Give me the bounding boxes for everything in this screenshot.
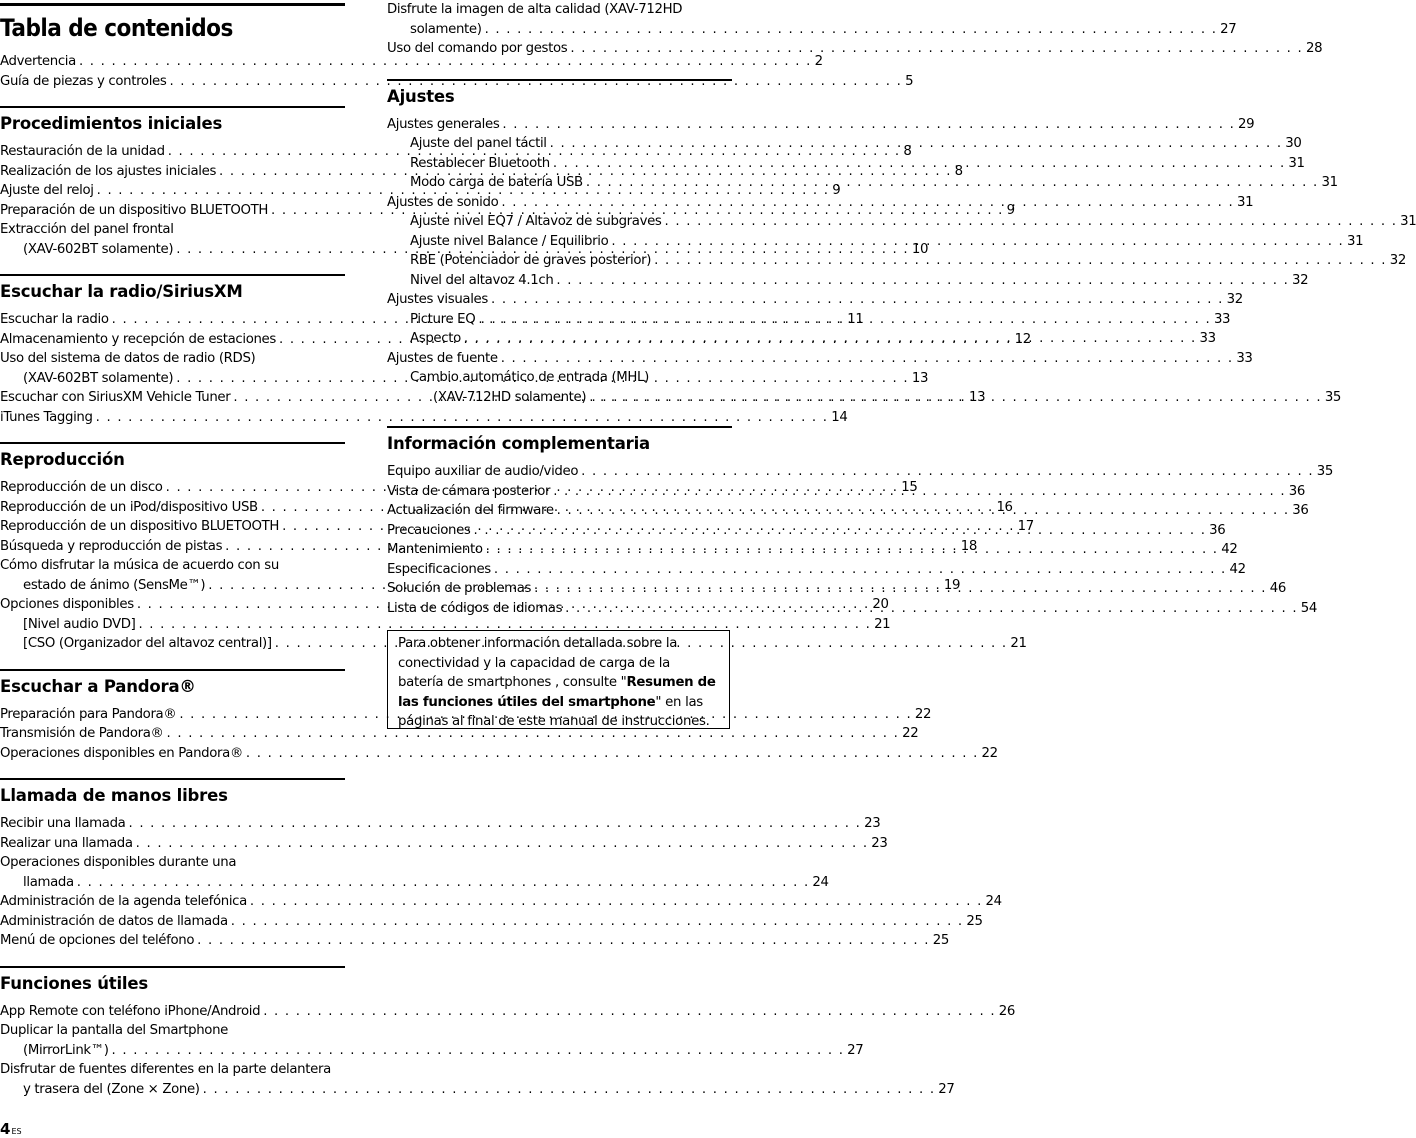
- toc-entry[interactable]: [0, 834, 888, 854]
- title-rule: [0, 3, 345, 6]
- toc-page-number: 24: [985, 894, 1002, 909]
- toc-entry-title: Opciones disponibles: [0, 597, 134, 612]
- dot-leader: [464, 329, 1197, 349]
- dot-leader: [478, 310, 1211, 330]
- dot-leader: [589, 388, 1322, 408]
- toc-page-number: 32: [1389, 253, 1406, 268]
- toc-page-number: 26: [998, 1003, 1016, 1019]
- toc-entry-title: Ajuste del reloj: [0, 183, 94, 198]
- toc-entry[interactable]: [0, 1021, 864, 1060]
- toc-entry-title: (XAV-602BT solamente): [23, 241, 174, 257]
- toc-entry-title: Especificaciones: [387, 561, 491, 577]
- toc-entry-title: Menú de opciones del teléfono: [0, 933, 195, 948]
- toc-page-number: 25: [966, 913, 983, 929]
- dot-leader: [128, 814, 861, 834]
- toc-entry-title-line: Disfrutar de fuentes diferentes en la parte delantera: [0, 1062, 331, 1077]
- toc-entry[interactable]: [0, 1060, 955, 1099]
- section-heading: Procedimientos iniciales: [0, 114, 223, 133]
- dot-leader: [486, 540, 1219, 560]
- toc-page-number: 20: [872, 597, 889, 612]
- toc-entry-title-line: Disfrute la imagen de alta calidad (XAV-712HD: [387, 2, 683, 17]
- toc-entry-title: Ajuste nivel Balance / Equilibrio: [410, 233, 609, 249]
- toc-entry-title: Ajuste nivel EQ7 / Altavoz de subgraves: [410, 214, 662, 229]
- toc-entry[interactable]: [387, 462, 1333, 482]
- toc-entry-title: Picture EQ: [410, 311, 476, 327]
- toc-entry-title: Aspecto: [410, 331, 461, 346]
- toc-page-number: 23: [864, 816, 881, 831]
- toc-entry-title: RBE (Potenciador de graves posterior): [410, 253, 652, 268]
- toc-entry[interactable]: [387, 115, 1255, 135]
- toc-entry[interactable]: [0, 408, 848, 428]
- dot-leader: [474, 521, 1207, 541]
- toc-page-number: 8: [954, 163, 963, 179]
- section-heading: Reproducción: [0, 450, 125, 469]
- toc-entry[interactable]: [0, 912, 983, 932]
- toc-page-number: 31: [1236, 194, 1254, 210]
- toc-entry-title: [Nivel audio DVD]: [23, 616, 136, 632]
- toc-group-top-left: [0, 52, 914, 91]
- toc-entry-title: Precauciones: [387, 522, 471, 538]
- toc-entry-title-line: Operaciones disponibles durante una: [0, 855, 237, 870]
- toc-page-number: 19: [943, 577, 961, 593]
- dot-leader: [654, 251, 1387, 271]
- toc-page-number: 22: [981, 745, 998, 761]
- dot-leader: [485, 20, 1218, 40]
- toc-entry-title: Búsqueda y reproducción de pistas: [0, 538, 223, 554]
- toc-entry[interactable]: [387, 173, 1338, 193]
- toc-entry-title-line: Extracción del panel frontal: [0, 222, 174, 237]
- toc-entry-title: Recibir una llamada: [0, 816, 126, 831]
- toc-entry-title: Advertencia: [0, 54, 76, 69]
- dot-leader: [112, 1041, 845, 1061]
- toc-entry-title: Nivel del altavoz 4.1ch: [410, 272, 554, 288]
- toc-entry[interactable]: [387, 154, 1305, 174]
- toc-entry-title-line: Cambio automático de entrada (MHL): [410, 370, 649, 385]
- toc-page-number: 21: [874, 616, 891, 632]
- toc-page-number: 27: [938, 1081, 955, 1097]
- dot-leader: [231, 912, 964, 932]
- toc-page-number: 10: [911, 241, 929, 257]
- toc-page-number: 30: [1285, 136, 1302, 151]
- toc-entry[interactable]: [387, 560, 1246, 580]
- toc-page-number: 18: [960, 538, 978, 554]
- dot-leader: [197, 931, 930, 951]
- page-number: 4ES: [0, 1120, 22, 1138]
- toc-entry[interactable]: [387, 134, 1302, 154]
- toc-entry-title: Preparación de un dispositivo BLUETOOTH: [0, 202, 268, 218]
- toc-entry-title: (MirrorLink™): [23, 1042, 109, 1058]
- toc-entry-title: Reproducción de un iPod/dispositivo USB: [0, 499, 258, 515]
- section-heading: Escuchar la radio/SiriusXM: [0, 282, 243, 301]
- toc-entry-title: Operaciones disponibles en Pandora®: [0, 745, 243, 761]
- toc-entry[interactable]: [387, 212, 1416, 232]
- toc-entry[interactable]: [0, 615, 891, 635]
- dot-leader: [665, 212, 1398, 232]
- toc-page-number: 21: [1010, 636, 1027, 651]
- toc-page-number: 14: [831, 409, 848, 425]
- toc-section-funciones: [0, 966, 1016, 1100]
- toc-entry-title: Modo carga de batería USB: [410, 175, 583, 190]
- toc-page-number: 36: [1288, 483, 1306, 499]
- dot-leader: [581, 462, 1314, 482]
- toc-entry[interactable]: [0, 931, 949, 951]
- toc-page-number: 35: [1324, 389, 1342, 405]
- toc-entry-title: Solución de problemas: [387, 581, 532, 596]
- toc-entry[interactable]: [0, 1002, 1016, 1022]
- toc-entry-title: Lista de códigos de idiomas: [387, 600, 563, 616]
- toc-entry-title: Ajustes visuales: [387, 292, 488, 307]
- toc-page-number: 27: [1220, 21, 1237, 37]
- toc-entry-title: Equipo auxiliar de audio/video: [387, 464, 579, 479]
- toc-page-number: 46: [1269, 581, 1286, 596]
- page-title: Tabla de contenidos: [0, 14, 233, 42]
- toc-entry-title: Uso del comando por gestos: [387, 41, 568, 56]
- toc-entry[interactable]: [387, 290, 1243, 310]
- dot-leader: [250, 892, 983, 912]
- toc-page-number: 8: [903, 144, 912, 159]
- toc-page-number: 31: [1346, 233, 1364, 249]
- toc-entry-title: Administración de la agenda telefónica: [0, 894, 247, 909]
- dot-leader: [203, 1080, 936, 1100]
- toc-page-number: 17: [1017, 519, 1034, 534]
- toc-entry-title: App Remote con teléfono iPhone/Android: [0, 1003, 261, 1019]
- toc-entry[interactable]: [387, 39, 1323, 59]
- toc-entry-title: Restauración de la unidad: [0, 144, 165, 159]
- toc-page-number: 13: [911, 370, 929, 386]
- dot-leader: [553, 482, 1286, 502]
- toc-page-number: 35: [1316, 464, 1333, 479]
- toc-entry-title: (XAV-602BT solamente): [23, 370, 174, 386]
- toc-entry[interactable]: [0, 52, 823, 72]
- dot-leader: [501, 193, 1234, 213]
- toc-entry[interactable]: [387, 271, 1309, 291]
- toc-page-number: 2: [814, 54, 823, 69]
- dot-leader: [556, 271, 1289, 291]
- dot-leader: [534, 579, 1267, 599]
- toc-entry-title: Restablecer Bluetooth: [410, 155, 550, 171]
- toc-page-number: 23: [871, 835, 888, 851]
- note-bold-text: Resumen de las funciones útiles del smartphone: [398, 675, 716, 710]
- toc-entry-title: iTunes Tagging: [0, 409, 93, 425]
- toc-entry-title: solamente): [410, 21, 482, 37]
- toc-entry-title: Ajustes generales: [387, 116, 500, 132]
- toc-page-number: 32: [1292, 272, 1309, 288]
- toc-page-number: 31: [1321, 175, 1338, 190]
- toc-entry-title: Mantenimiento: [387, 542, 483, 557]
- toc-entry[interactable]: [0, 814, 881, 834]
- toc-entry[interactable]: [387, 251, 1406, 271]
- toc-page-number: 22: [914, 706, 932, 722]
- dot-leader: [491, 290, 1224, 310]
- toc-entry[interactable]: [387, 349, 1253, 369]
- toc-page-number: 15: [901, 480, 918, 495]
- dot-leader: [611, 232, 1344, 252]
- dot-leader: [550, 134, 1283, 154]
- toc-page-number: 36: [1292, 503, 1309, 518]
- section-heading: Información complementaria: [387, 434, 650, 453]
- dot-leader: [553, 154, 1286, 174]
- toc-page-number: 28: [1305, 41, 1323, 56]
- toc-entry[interactable]: [0, 634, 1027, 654]
- toc-entry-title: Ajustes de sonido: [387, 194, 499, 210]
- toc-page-number: 29: [1238, 116, 1255, 132]
- dot-leader: [246, 744, 979, 764]
- toc-entry-title: Escuchar con SiriusXM Vehicle Tuner: [0, 390, 231, 405]
- toc-entry-title: Preparación para Pandora®: [0, 706, 177, 722]
- toc-page-number: 25: [932, 933, 949, 948]
- dot-leader: [570, 39, 1303, 59]
- toc-entry[interactable]: [387, 0, 1237, 39]
- note-text-before: Para obtener información detallada sobre la conectividad y la capacidad de carga de la batería de smartphones , consulte ": [398, 636, 678, 690]
- toc-entry-title-line: Duplicar la pantalla del Smartphone: [0, 1023, 228, 1038]
- section-heading: Funciones útiles: [0, 973, 148, 993]
- dot-leader: [502, 115, 1235, 135]
- section-heading: Escuchar a Pandora®: [0, 676, 196, 696]
- dot-leader: [494, 560, 1227, 580]
- toc-page-number: 13: [968, 390, 986, 405]
- toc-entry-title: Ajuste del panel táctil: [410, 136, 547, 151]
- toc-page-number: 9: [1006, 202, 1015, 218]
- toc-entry-title: Transmisión de Pandora®: [0, 726, 164, 741]
- page-language-suffix: ES: [11, 1127, 22, 1136]
- toc-page-number: 36: [1209, 522, 1226, 538]
- toc-page-number: 31: [1288, 155, 1305, 171]
- toc-page-number: 33: [1213, 311, 1231, 327]
- toc-page-number: 24: [812, 874, 829, 890]
- note-text-after: " en las páginas al final de este manual de instrucciones.: [398, 694, 710, 729]
- toc-entry-title: Escuchar la radio: [0, 312, 109, 327]
- toc-entry-title-line: Uso del sistema de datos de radio (RDS): [0, 351, 256, 366]
- dot-leader: [565, 599, 1298, 619]
- toc-group-top-right: [387, 0, 1323, 59]
- toc-entry[interactable]: [0, 892, 1002, 912]
- toc-entry-title: Realizar una llamada: [0, 835, 133, 851]
- toc-page-number: 27: [847, 1042, 864, 1058]
- dot-leader: [557, 501, 1290, 521]
- toc-page-number: 42: [1221, 542, 1238, 557]
- toc-page-number: 31: [1400, 214, 1416, 229]
- toc-page-number: 33: [1236, 350, 1253, 366]
- dot-leader: [77, 873, 810, 893]
- toc-entry[interactable]: [0, 72, 914, 92]
- toc-entry-title: [CSO (Organizador del altavoz central)]: [23, 636, 272, 651]
- toc-entry-title: llamada: [23, 874, 74, 890]
- toc-page-number: 16: [996, 499, 1013, 515]
- toc-entry-title: y trasera del (Zone × Zone): [23, 1081, 200, 1097]
- toc-page-number: 12: [1014, 331, 1031, 347]
- toc-entry[interactable]: [387, 193, 1254, 213]
- toc-entry-title: Ajustes de fuente: [387, 350, 498, 366]
- toc-entry[interactable]: [0, 744, 998, 764]
- toc-entry[interactable]: [0, 724, 919, 744]
- dot-leader: [136, 834, 869, 854]
- toc-page-number: 54: [1300, 600, 1318, 616]
- toc-entry-title: Vista de cámara posterior: [387, 483, 551, 499]
- toc-entry-title: Almacenamiento y recepción de estaciones: [0, 331, 276, 347]
- toc-entry-title: Actualización del firmware: [387, 503, 554, 518]
- toc-entry-title: Reproducción de un dispositivo BLUETOOTH: [0, 519, 280, 534]
- toc-entry-title: Guía de piezas y controles: [0, 73, 167, 89]
- toc-page-number: 42: [1229, 561, 1246, 577]
- toc-page-number: 22: [902, 726, 919, 741]
- toc-section-llamada: [0, 778, 1002, 951]
- toc-entry-title: Reproducción de un disco: [0, 480, 163, 495]
- section-heading: Llamada de manos libres: [0, 786, 228, 805]
- toc-entry-title-line: Cómo disfrutar la música de acuerdo con su: [0, 558, 279, 573]
- toc-entry-title: estado de ánimo (SensMe™): [23, 577, 206, 593]
- section-heading: Ajustes: [387, 86, 455, 106]
- toc-entry[interactable]: [0, 853, 829, 892]
- dot-leader: [501, 349, 1234, 369]
- toc-page-number: 33: [1199, 331, 1216, 346]
- dot-leader: [586, 173, 1319, 193]
- toc-entry-title: Realización de los ajustes iniciales: [0, 163, 217, 179]
- dot-leader: [263, 1002, 996, 1022]
- toc-entry-title: Administración de datos de llamada: [0, 913, 228, 929]
- info-note-box: [387, 630, 730, 729]
- toc-page-number: 32: [1226, 292, 1243, 307]
- toc-entry-title: (XAV-712HD solamente): [433, 389, 587, 405]
- toc-page-number: 5: [905, 73, 914, 89]
- toc-page-number: 11: [847, 312, 864, 327]
- toc-page-number: 9: [832, 183, 841, 198]
